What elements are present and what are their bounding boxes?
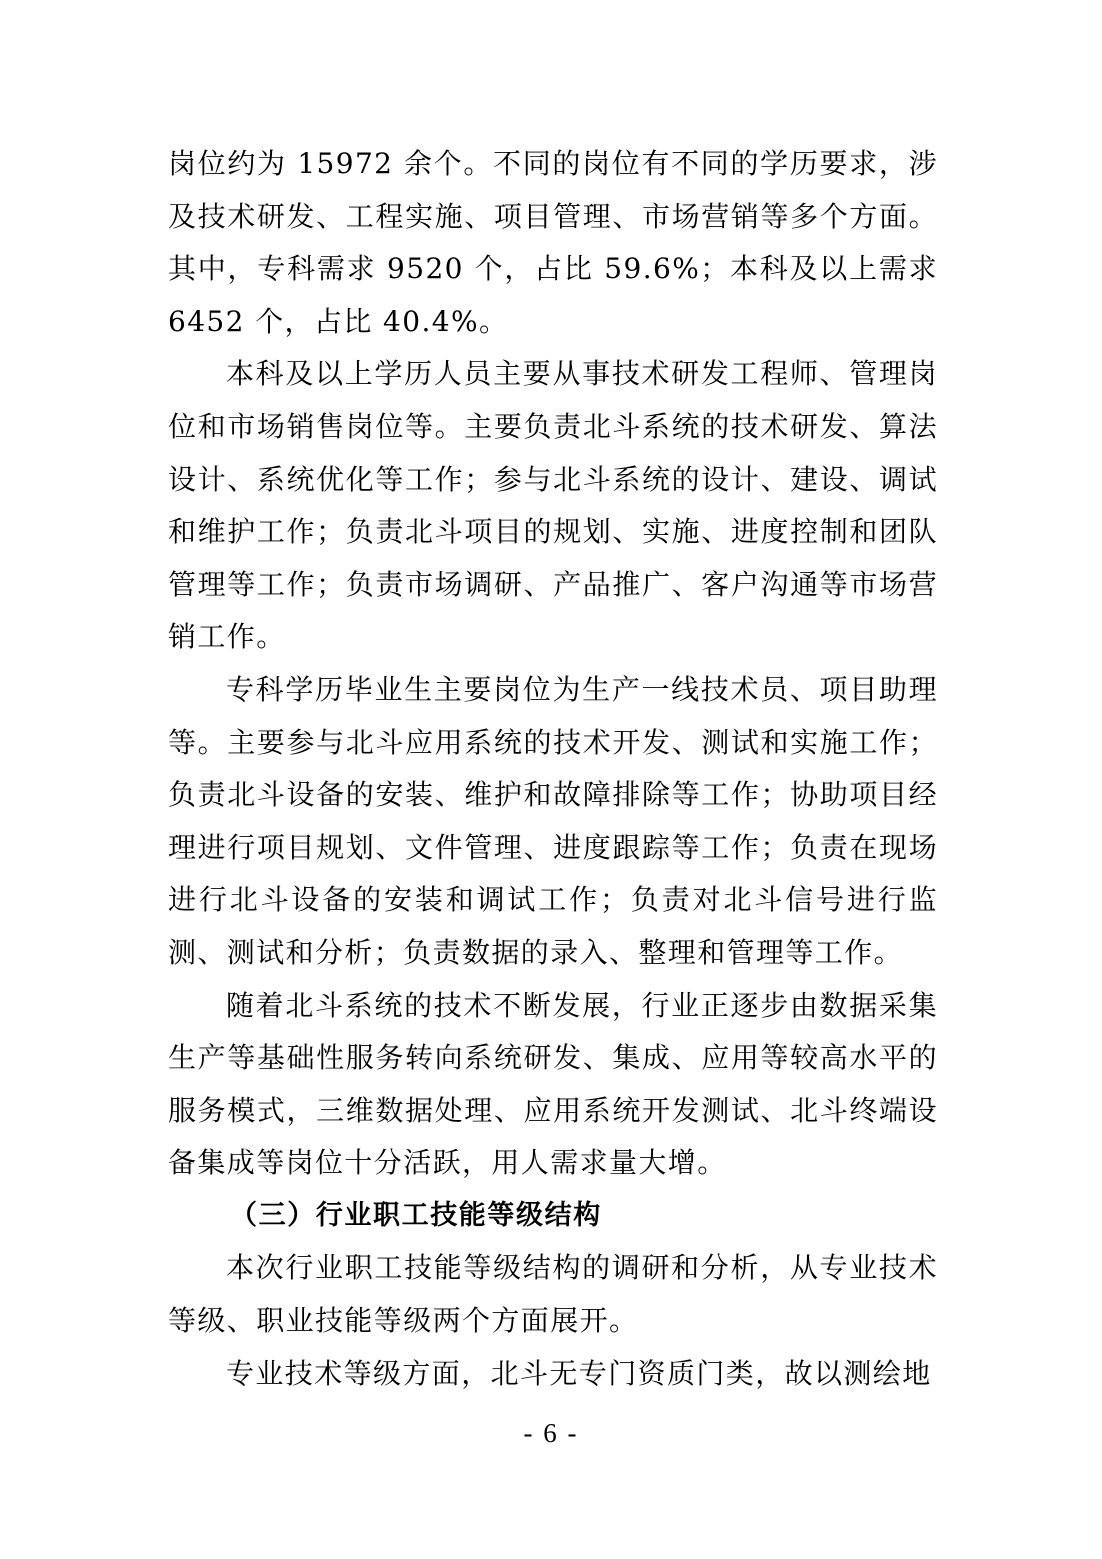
paragraph-job-demand: 岗位约为 15972 余个。不同的岗位有不同的学历要求，涉及技术研发、工程实施、项目管理、市场营销等多个方面。其中，专科需求 9520 个，占比 59.6%；本科及以上需求 6452 个，占比 40.4%。: [168, 147, 938, 338]
paragraph-survey-scope: 本次行业职工技能等级结构的调研和分析，从专业技术等级、职业技能等级两个方面展开。: [168, 1251, 938, 1338]
paragraph-professional-grade: 专业技术等级方面，北斗无专门资质门类，故以测绘地: [226, 1356, 932, 1390]
document-body: [168, 138, 938, 1400]
page-number: - 6 -: [523, 1418, 579, 1448]
paragraph-industry-trend: 随着北斗系统的技术不断发展，行业正逐步由数据采集生产等基础性服务转向系统研发、集成、应用等较高水平的服务模式，三维数据处理、应用系统开发测试、北斗终端设备集成等岗位十分活跃，用人需求量大增。: [168, 988, 938, 1180]
section-heading: （三）行业职工技能等级结构: [230, 1199, 602, 1231]
paragraph-bachelor-roles: 本科及以上学历人员主要从事技术研发工程师、管理岗位和市场销售岗位等。主要负责北斗系统的技术研发、算法设计、系统优化等工作；参与北斗系统的设计、建设、调试和维护工作；负责北斗项目的规划、实施、进度控制和团队管理等工作；负责市场调研、产品推广、客户沟通等市场营销工作。: [168, 357, 938, 654]
paragraph-college-roles: 专科学历毕业生主要岗位为生产一线技术员、项目助理等。主要参与北斗应用系统的技术开发、测试和实施工作；负责北斗设备的安装、维护和故障排除等工作；协助项目经理进行项目规划、文件管理、进度跟踪等工作；负责在现场进行北斗设备的安装和调试工作；负责对北斗信号进行监测、测试和分析；负责数据的录入、整理和管理等工作。: [168, 672, 938, 969]
